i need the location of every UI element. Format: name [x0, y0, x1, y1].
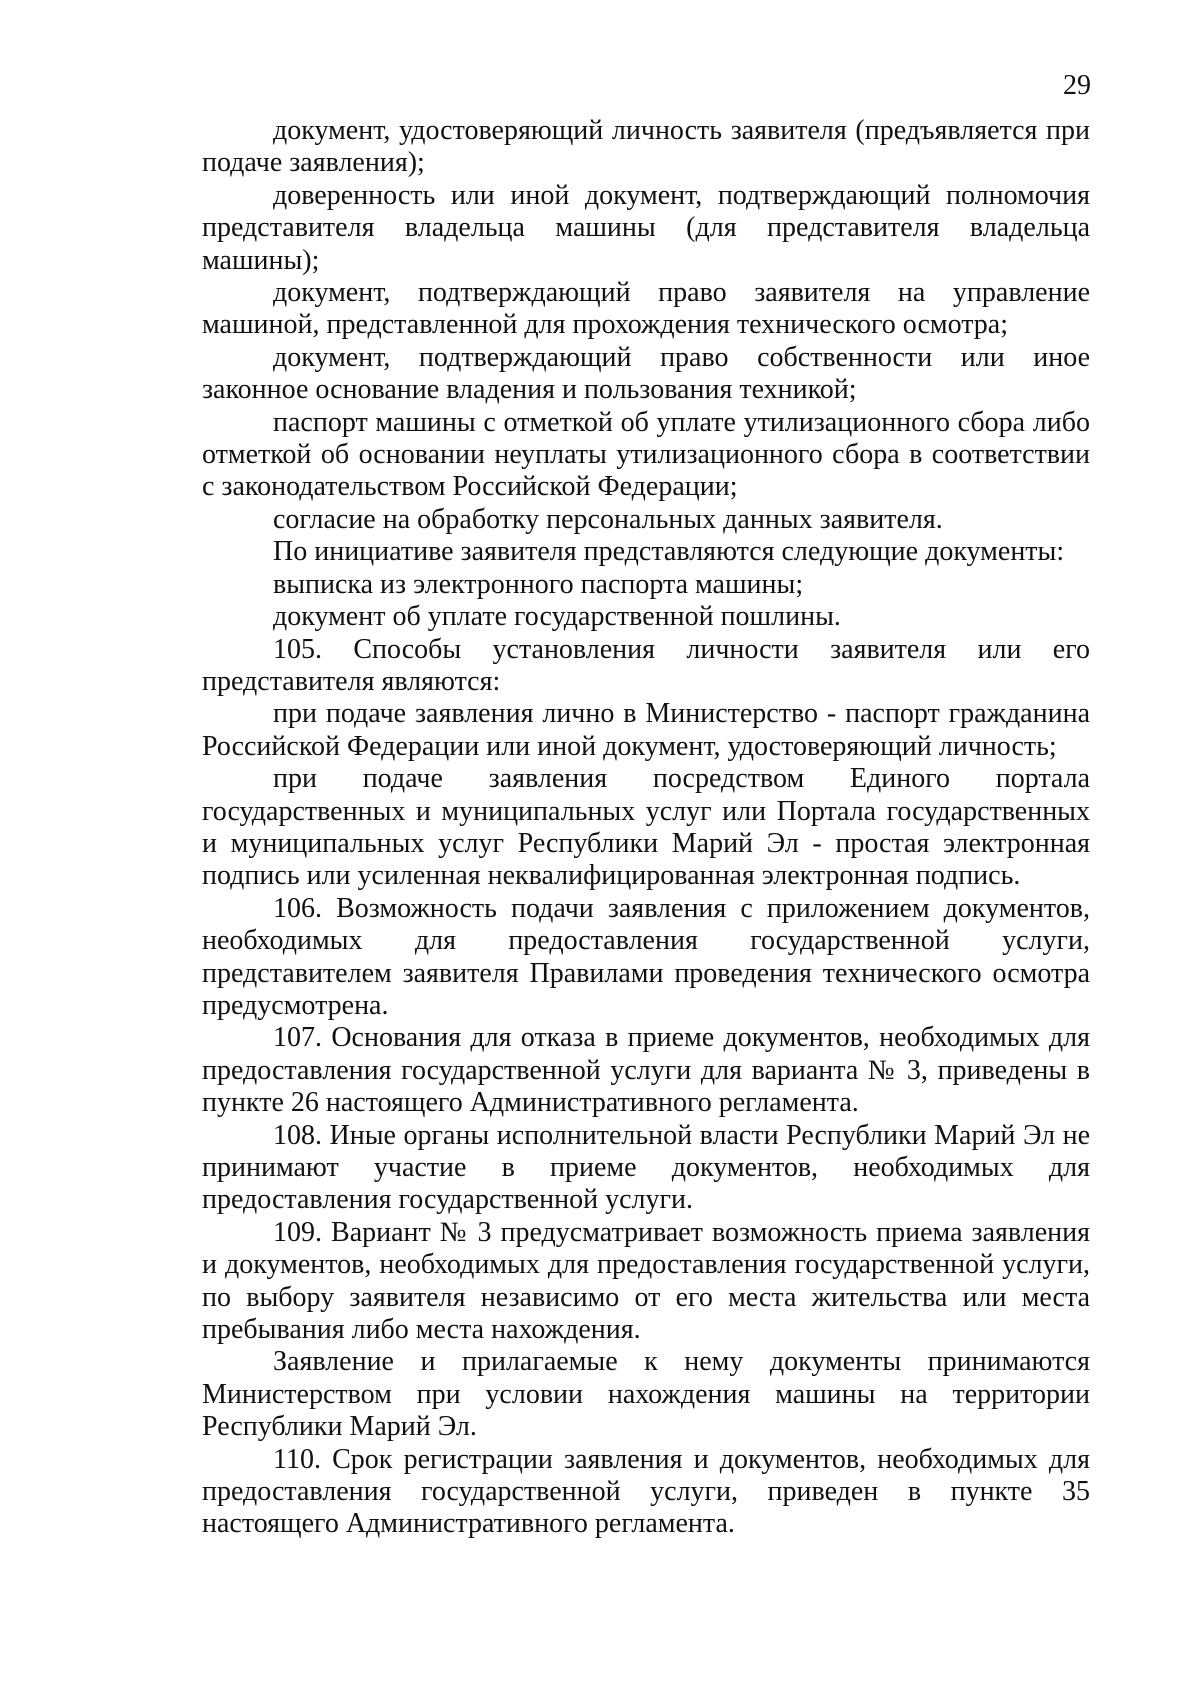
paragraph-electronic-passport-extract: выписка из электронного паспорта машины;: [273, 568, 804, 600]
paragraph-in-person-submission: при подаче заявления лично в Министерство - паспорт гражданина Российской Федерации или иной документ, удостоверяющий личность;: [202, 698, 1090, 762]
paragraph-application-acceptance: Заявление и прилагаемые к нему документы принимаются Министерством при условии нахождения машины на территории Республики Марий Эл.: [202, 1346, 1090, 1443]
paragraph-106: 106. Возможность подачи заявления с приложением документов, необходимых для предоставления государственной услуги, представителем заявителя Правилами проведения технического осмотра предусмотрена.: [202, 892, 1090, 1021]
paragraph-105: 105. Способы установления личности заявителя или его представителя являются:: [202, 633, 1090, 697]
page-number: 29: [1063, 70, 1091, 101]
paragraph-identity-document: документ, удостоверяющий личность заявителя (предъявляется при подаче заявления);: [202, 115, 1090, 179]
paragraph-state-fee-document: документ об уплате государственной пошлины.: [273, 601, 841, 633]
paragraph-portal-submission: при подаче заявления посредством Единого портала государственных и муниципальных услуг или Портала государственных и муниципальных услуг Республики Марий Эл - простая электронная подпись или усиленная неквалифицированная электронная подпись.: [202, 763, 1090, 892]
paragraph-ownership-right: документ, подтверждающий право собственности или иное законное основание владения и пользования техникой;: [202, 341, 1090, 406]
paragraph-108: 108. Иные органы исполнительной власти Республики Марий Эл не принимают участие в приеме документов, необходимых для предоставления государственной услуги.: [202, 1119, 1090, 1216]
document-body: [202, 115, 1090, 1541]
paragraph-driving-right: документ, подтверждающий право заявителя на управление машиной, представленной для прохождения технического осмотра;: [202, 277, 1090, 341]
paragraph-initiative-documents: По инициативе заявителя представляются следующие документы:: [273, 536, 1065, 568]
paragraph-109: 109. Вариант № 3 предусматривает возможность приема заявления и документов, необходимых для предоставления государственной услуги, по выбору заявителя независимо от его места жительства или места пребывания либо места нахождения.: [202, 1216, 1090, 1346]
paragraph-machine-passport: паспорт машины с отметкой об уплате утилизационного сбора либо отметкой об основании неуплаты утилизационного сбора в соответствии с законодательством Российской Федерации;: [202, 406, 1090, 503]
paragraph-power-of-attorney: доверенность или иной документ, подтверждающий полномочия представителя владельца машины (для представителя владельца машины);: [202, 179, 1090, 276]
paragraph-personal-data-consent: согласие на обработку персональных данных заявителя.: [273, 503, 943, 535]
paragraph-107: 107. Основания для отказа в приеме документов, необходимых для предоставления государственной услуги для варианта № 3, приведены в пункте 26 настоящего Административного регламента.: [202, 1022, 1090, 1119]
paragraph-110: 110. Срок регистрации заявления и документов, необходимых для предоставления государственной услуги, приведен в пункте 35 настоящего Административного регламента.: [202, 1443, 1090, 1540]
